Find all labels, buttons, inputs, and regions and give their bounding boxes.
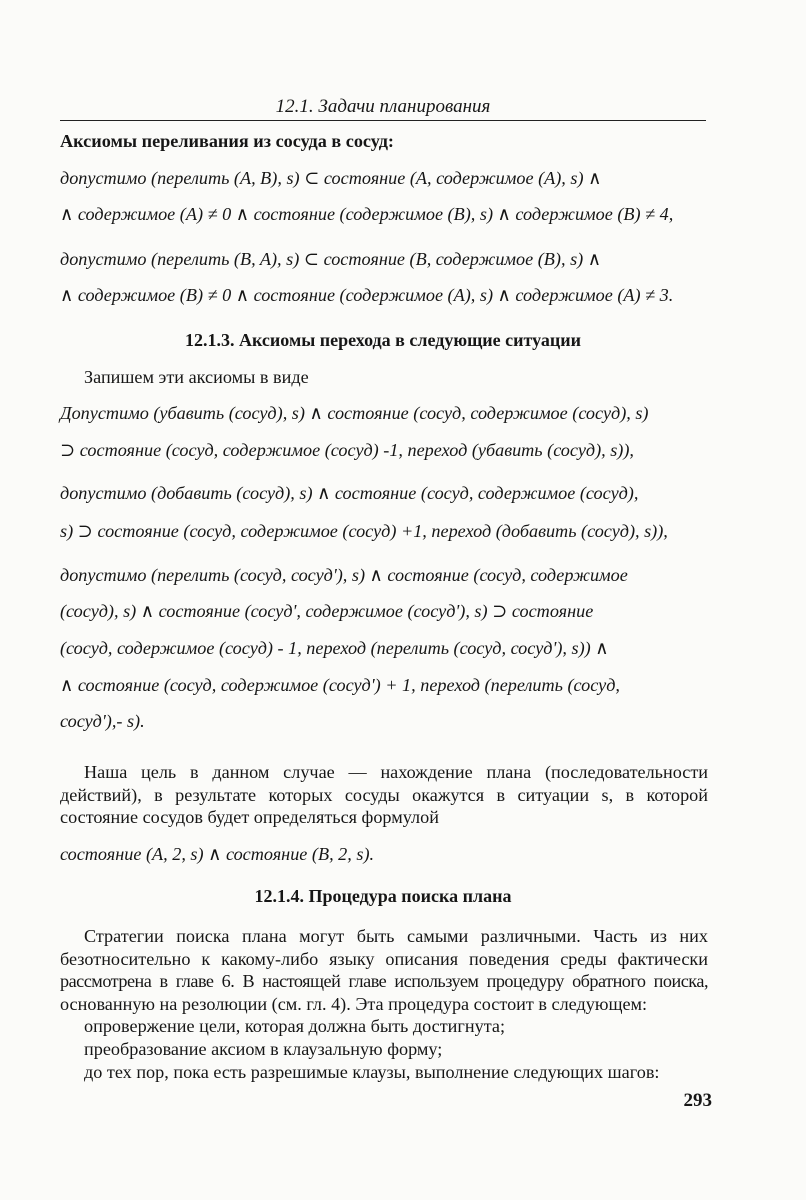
- paragraph-line: основанную на резолюции (см. гл. 4). Эта процедура состоит в следующем:: [60, 993, 648, 1014]
- formula-line: ⊃ состояние (сосуд, содержимое (сосуд) -1, переход (убавить (сосуд), s)),: [60, 440, 634, 460]
- paragraph-line: действий), в результате которых сосуды окажутся в ситуации s, в которой: [60, 784, 708, 805]
- paragraph-line: Наша цель в данном случае — нахождение плана (последовательности: [84, 762, 708, 782]
- formula-line: сосуд'),- s).: [60, 711, 145, 731]
- formula-line: допустимо (перелить (A, B), s) ⊂ состояние (A, содержимое (A), s) ∧: [60, 168, 602, 188]
- section-title-12-1-4: 12.1.4. Процедура поиска плана: [254, 886, 512, 906]
- formula-line: (сосуд, содержимое (сосуд) - 1, переход (перелить (сосуд, сосуд'), s)) ∧: [60, 638, 609, 658]
- section-title-12-1-3: 12.1.3. Аксиомы перехода в следующие ситуации: [185, 330, 581, 350]
- page-number: 293: [683, 1090, 712, 1111]
- strategy-paragraph: [60, 925, 708, 1015]
- formula-line: допустимо (перелить (B, A), s) ⊂ состояние (B, содержимое (B), s) ∧: [60, 249, 602, 269]
- formula-line: (сосуд), s) ∧ состояние (сосуд', содержимое (сосуд'), s) ⊃ состояние: [60, 601, 594, 621]
- axioms-pour-heading: Аксиомы переливания из сосуда в сосуд:: [60, 131, 394, 151]
- formula-line: ∧ состояние (сосуд, содержимое (сосуд') + 1, переход (перелить (сосуд,: [60, 675, 620, 695]
- step-item: до тех пор, пока есть разрешимые клаузы, выполнение следующих шагов:: [84, 1062, 660, 1082]
- formula-line: допустимо (добавить (сосуд), s) ∧ состояние (сосуд, содержимое (сосуд),: [60, 483, 639, 503]
- running-header: 12.1. Задачи планирования: [275, 96, 491, 117]
- formula-line: допустимо (перелить (сосуд, сосуд'), s) ∧ состояние (сосуд, содержимое: [60, 565, 628, 585]
- goal-paragraph: [60, 761, 708, 829]
- step-item: опровержение цели, которая должна быть достигнута;: [84, 1016, 506, 1036]
- header-rule: [60, 120, 706, 121]
- step-item: преобразование аксиом в клаузальную форму;: [84, 1039, 443, 1059]
- formula-line: ∧ содержимое (A) ≠ 0 ∧ состояние (содержимое (B), s) ∧ содержимое (B) ≠ 4,: [60, 204, 674, 224]
- paragraph-line: рассмотрена в главе 6. В настоящей главе используем процедуру обратного поиска,: [60, 971, 708, 992]
- goal-formula: состояние (A, 2, s) ∧ состояние (B, 2, s).: [60, 844, 375, 864]
- paragraph-line: состояние сосудов будет определяться формулой: [60, 807, 439, 828]
- formula-line: ∧ содержимое (B) ≠ 0 ∧ состояние (содержимое (A), s) ∧ содержимое (A) ≠ 3.: [60, 285, 674, 305]
- paragraph-line: Стратегии поиска плана могут быть самыми различными. Часть из них: [84, 926, 708, 946]
- formula-line: Допустимо (убавить (сосуд), s) ∧ состояние (сосуд, содержимое (сосуд), s): [60, 403, 649, 423]
- paragraph-line: безотносительно к какому-либо языку описания поведения среды фактически: [60, 948, 708, 969]
- intro-text: Запишем эти аксиомы в виде: [84, 367, 309, 387]
- formula-line: s) ⊃ состояние (сосуд, содержимое (сосуд) +1, переход (добавить (сосуд), s)),: [60, 521, 668, 541]
